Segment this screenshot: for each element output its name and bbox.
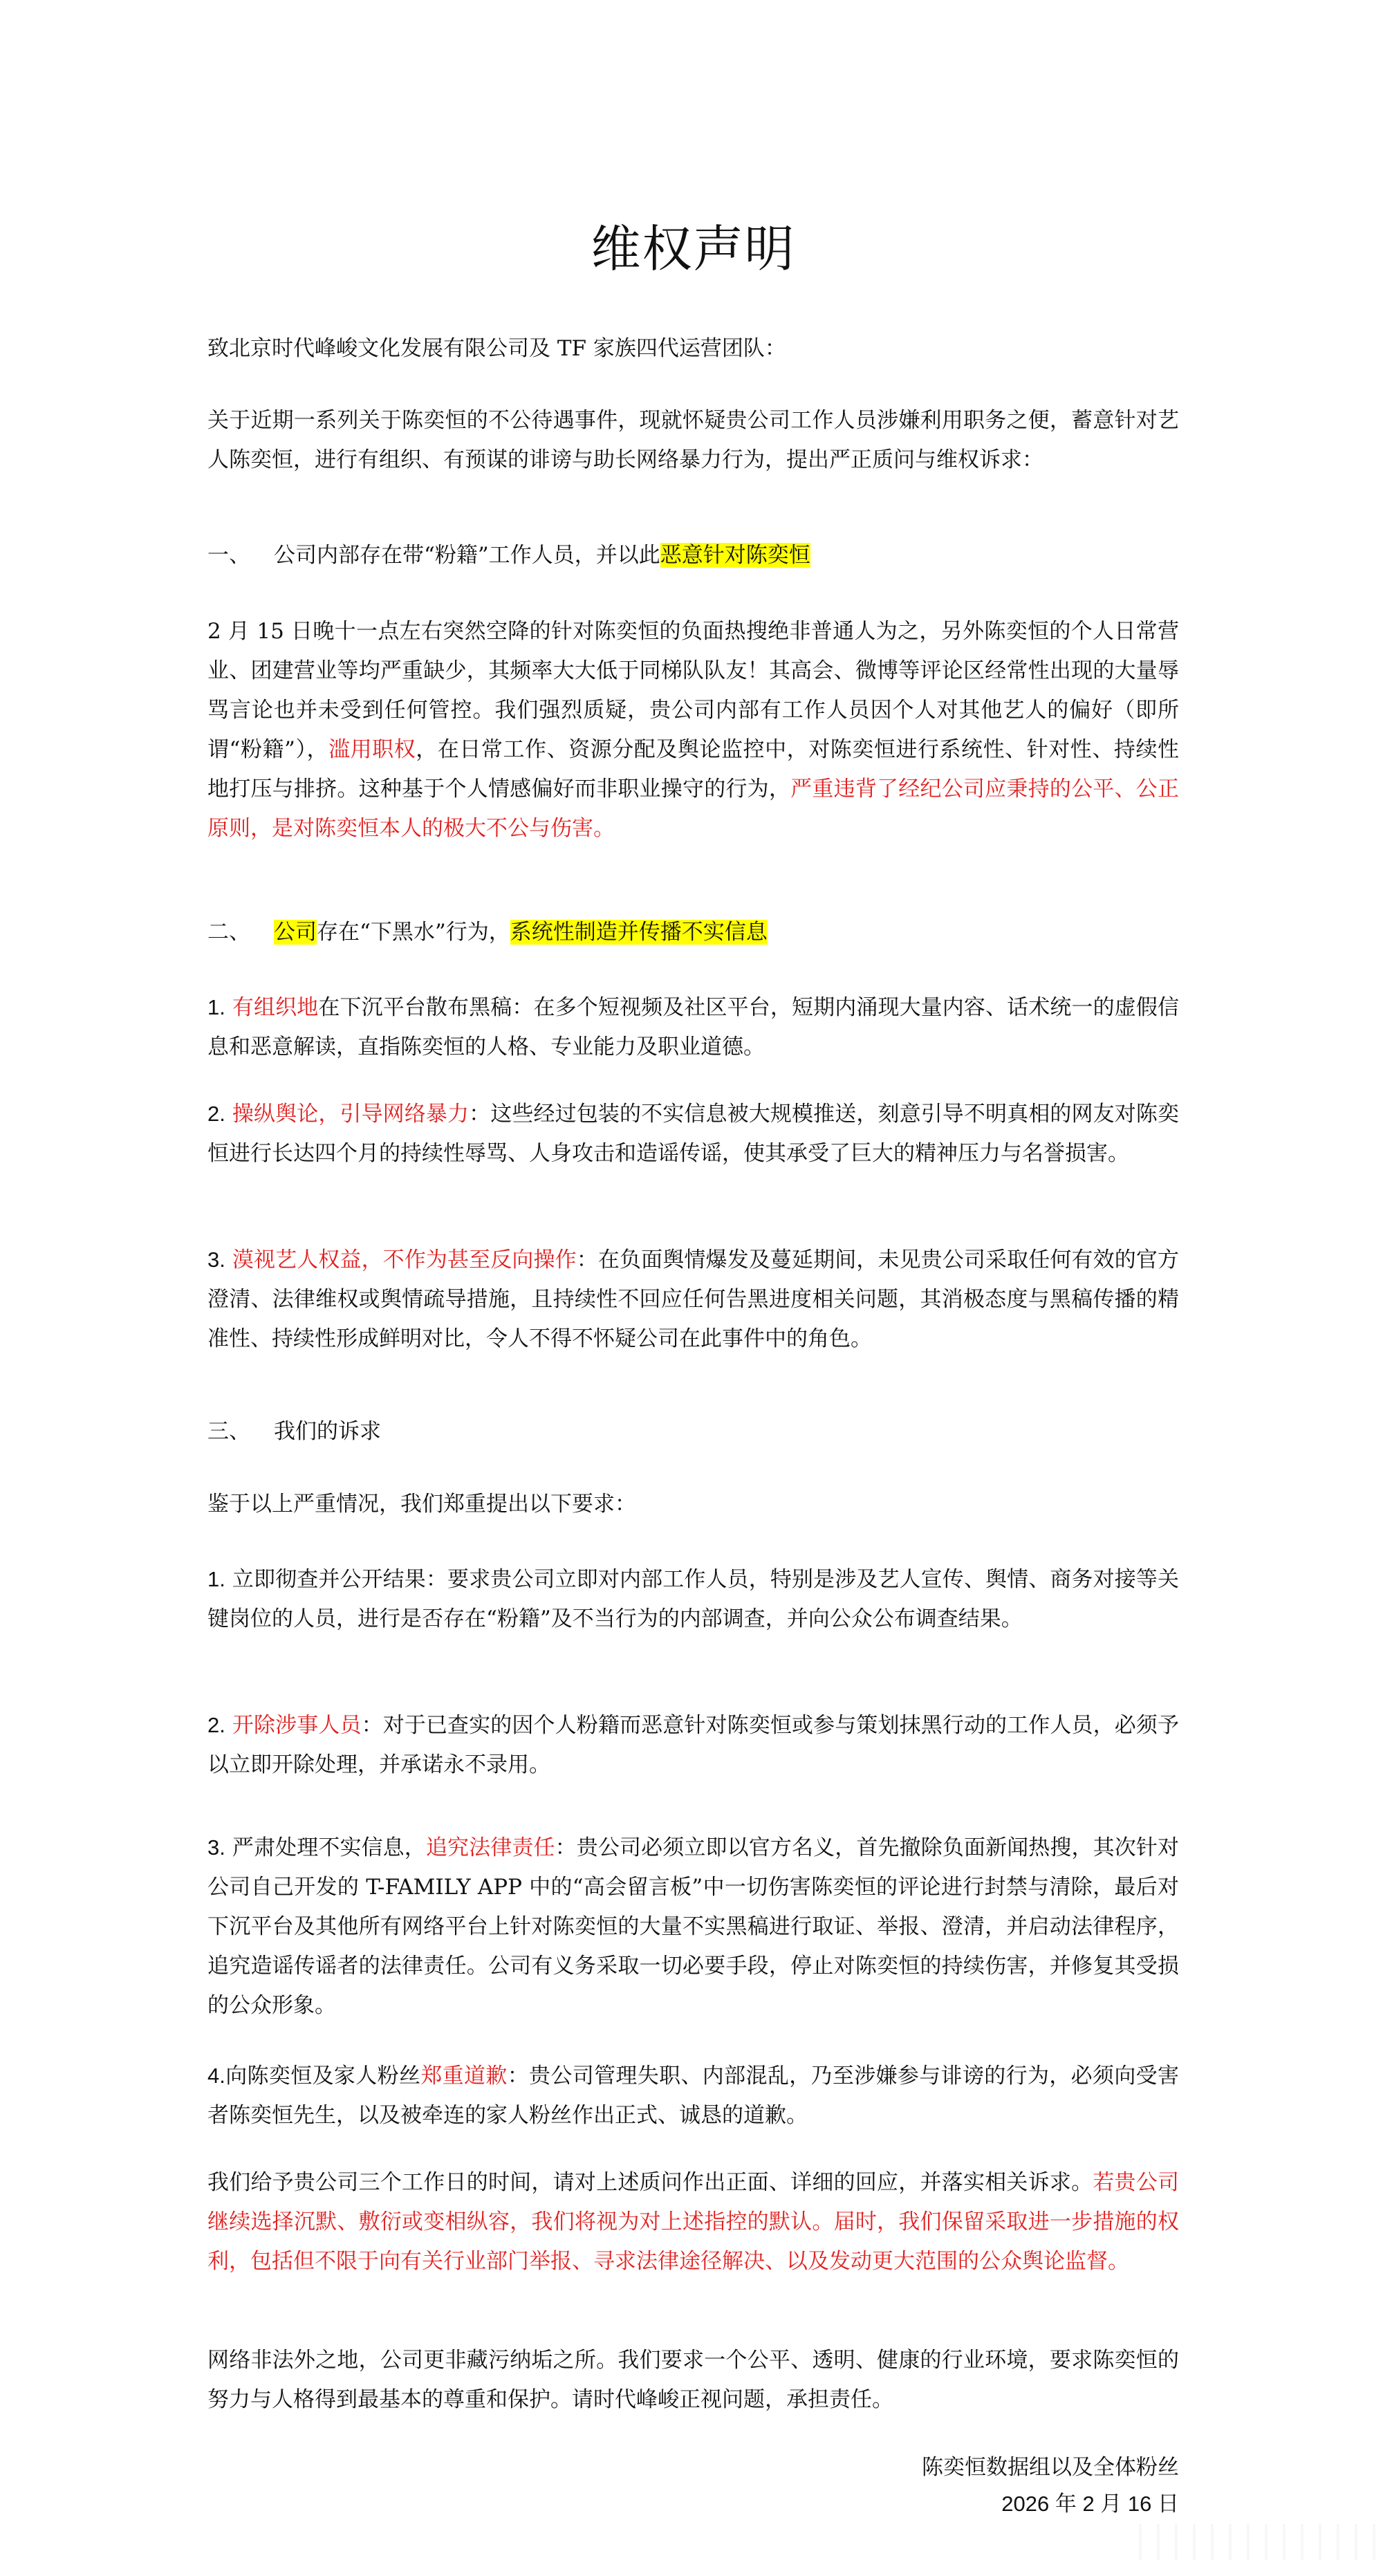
section-2-highlight-claim: 系统性制造并传播不实信息 (510, 920, 768, 945)
deadline-text: 我们给予贵公司三个工作日的时间，请对上述质问作出正面、详细的回应，并落实相关诉求。 (207, 2170, 1093, 2195)
section-2-heading-text: 存在“下黑水”行为， (317, 920, 510, 945)
section-1-marker: 一、 (207, 543, 250, 568)
item-emphasis: 操纵舆论，引导网络暴力 (232, 1102, 470, 1127)
demand-emphasis: 郑重道歉 (420, 2064, 508, 2088)
section-2-item-1 (207, 988, 1179, 1067)
item-number: 2. (207, 1102, 225, 1126)
item-text: ：在负面舆情爆发及蔓延期间，未见贵公司采取任何有效的官方澄清、法律维权或舆情疏导措施，且持续性不回应任何告黑进度相关问题，其消极态度与黑稿传播的精准性、持续性形成鲜明对比，令人不得不怀疑公司在此事件中的角色。 (207, 1248, 1180, 1351)
salutation: 致北京时代峰峻文化发展有限公司及 TF 家族四代运营团队： (207, 336, 786, 361)
section-2-heading (207, 913, 1179, 952)
intro-paragraph: 关于近期一系列关于陈奕恒的不公待遇事件，现就怀疑贵公司工作人员涉嫌利用职务之便，蓄意针对艺人陈奕恒，进行有组织、有预谋的诽谤与助长网络暴力行为，提出严正质问与维权诉求： (207, 408, 1179, 472)
demand-number: 4. (207, 2064, 225, 2088)
deadline-warning: 若贵公司继续选择沉默、敷衍或变相纵容，我们将视为对上述指控的默认。届时，我们保留采取进一步措施的权利，包括但不限于向有关行业部门举报、寻求法律途径解决、以及发动更大范围的公众舆论监督。 (207, 2170, 1180, 2274)
section-2-highlight-company: 公司 (274, 920, 317, 945)
demand-2 (207, 1705, 1179, 1785)
section-1-body-text-2: ，在日常工作、资源分配及舆论监控中，对陈奕恒进行系统性、针对性、持续性地打压与排挤。这种基于个人情感偏好而非职业操守的行为， (207, 737, 1180, 801)
demand-prefix: 严肃处理不实信息， (232, 1835, 426, 1860)
section-3-marker: 三、 (207, 1419, 250, 1444)
section-1-heading (207, 536, 1179, 575)
item-emphasis: 有组织地 (232, 995, 319, 1020)
demand-text: ：贵公司必须立即以官方名义，首先撤除负面新闻热搜，其次针对公司自己开发的 T-FAMILY APP 中的“高会留言板”中一切伤害陈奕恒的评论进行封禁与清除，最后对下沉平台及其他所有网络平台上针对陈奕恒的大量不实黑稿进行取证、举报、澄清，并启动法律程序，追究造谣传谣者的法律责任。公司有义务采取一切必要手段，停止对陈奕恒的持续伤害，并修复其受损的公众形象。 (207, 1835, 1180, 2018)
demand-number: 1. (207, 1567, 225, 1591)
section-2-item-2 (207, 1094, 1179, 1174)
item-number: 3. (207, 1248, 225, 1272)
item-text: 在下沉平台散布黑稿：在多个短视频及社区平台，短期内涌现大量内容、话术统一的虚假信息和恶意解读，直指陈奕恒的人格、专业能力及职业道德。 (207, 995, 1180, 1059)
faint-watermark (1124, 2524, 1380, 2560)
demand-3 (207, 1828, 1179, 2026)
closing-paragraph: 网络非法外之地，公司更非藏污纳垢之所。我们要求一个公平、透明、健康的行业环境，要求陈奕恒的努力与人格得到最基本的尊重和保护。请时代峰峻正视问题，承担责任。 (207, 2348, 1179, 2412)
section-3-heading-text: 我们的诉求 (274, 1419, 381, 1444)
section-2-item-3 (207, 1240, 1179, 1359)
item-text: ：这些经过包装的不实信息被大规模推送，刻意引导不明真相的网友对陈奕恒进行长达四个月的持续性辱骂、人身攻击和造谣传谣，使其承受了巨大的精神压力与名誉损害。 (207, 1102, 1180, 1166)
demand-emphasis: 追究法律责任 (425, 1835, 555, 1860)
demand-emphasis: 开除涉事人员 (232, 1713, 362, 1738)
item-emphasis: 漠视艺人权益，不作为甚至反向操作 (232, 1248, 577, 1272)
section-1-emphasis-violation: 严重违背了经纪公司应秉持的公平、公正原则，是对陈奕恒本人的极大不公与伤害。 (207, 777, 1180, 841)
document-title: 维权声明 (591, 220, 796, 278)
section-1-heading-highlight: 恶意针对陈奕恒 (660, 543, 810, 568)
signature-date: 2026 年 2 月 16 日 (1001, 2492, 1179, 2516)
signature-name: 陈奕恒数据组以及全体粉丝 (922, 2455, 1179, 2480)
demand-text: 立即彻查并公开结果：要求贵公司立即对内部工作人员，特别是涉及艺人宣传、舆情、商务对接等关键岗位的人员，进行是否存在“粉籍”及不当行为的内部调查，并向公众公布调查结果。 (207, 1567, 1180, 1631)
item-number: 1. (207, 995, 225, 1019)
section-1-body (207, 612, 1179, 849)
demand-number: 2. (207, 1713, 225, 1737)
deadline-paragraph (207, 2163, 1179, 2281)
demand-prefix: 向陈奕恒及家人粉丝 (225, 2064, 421, 2088)
section-1-body-text: 2 月 15 日晚十一点左右突然空降的针对陈奕恒的负面热搜绝非普通人为之，另外陈奕恒的个人日常营业、团建营业等均严重缺少，其频率大大低于同梯队队友！其高会、微博等评论区经常性出现的大量辱骂言论也并未受到任何管控。我们强烈质疑，贵公司内部有工作人员因个人对其他艺人的偏好（即所谓“粉籍”）， (207, 619, 1179, 762)
section-1-emphasis-abuse: 滥用职权 (328, 737, 416, 762)
demand-1 (207, 1559, 1179, 1639)
section-3-heading (207, 1412, 1179, 1452)
demand-4 (207, 2056, 1179, 2135)
section-2-marker: 二、 (207, 920, 250, 945)
section-1-heading-text: 公司内部存在带“粉籍”工作人员，并以此 (274, 543, 660, 568)
demand-text: ：贵公司管理失职、内部混乱，乃至涉嫌参与诽谤的行为，必须向受害者陈奕恒先生，以及被牵连的家人粉丝作出正式、诚恳的道歉。 (207, 2064, 1180, 2128)
demands-lead: 鉴于以上严重情况，我们郑重提出以下要求： (207, 1492, 636, 1517)
demand-number: 3. (207, 1835, 225, 1860)
demand-text: ：对于已查实的因个人粉籍而恶意针对陈奕恒或参与策划抹黑行动的工作人员，必须予以立即开除处理，并承诺永不录用。 (207, 1713, 1180, 1777)
